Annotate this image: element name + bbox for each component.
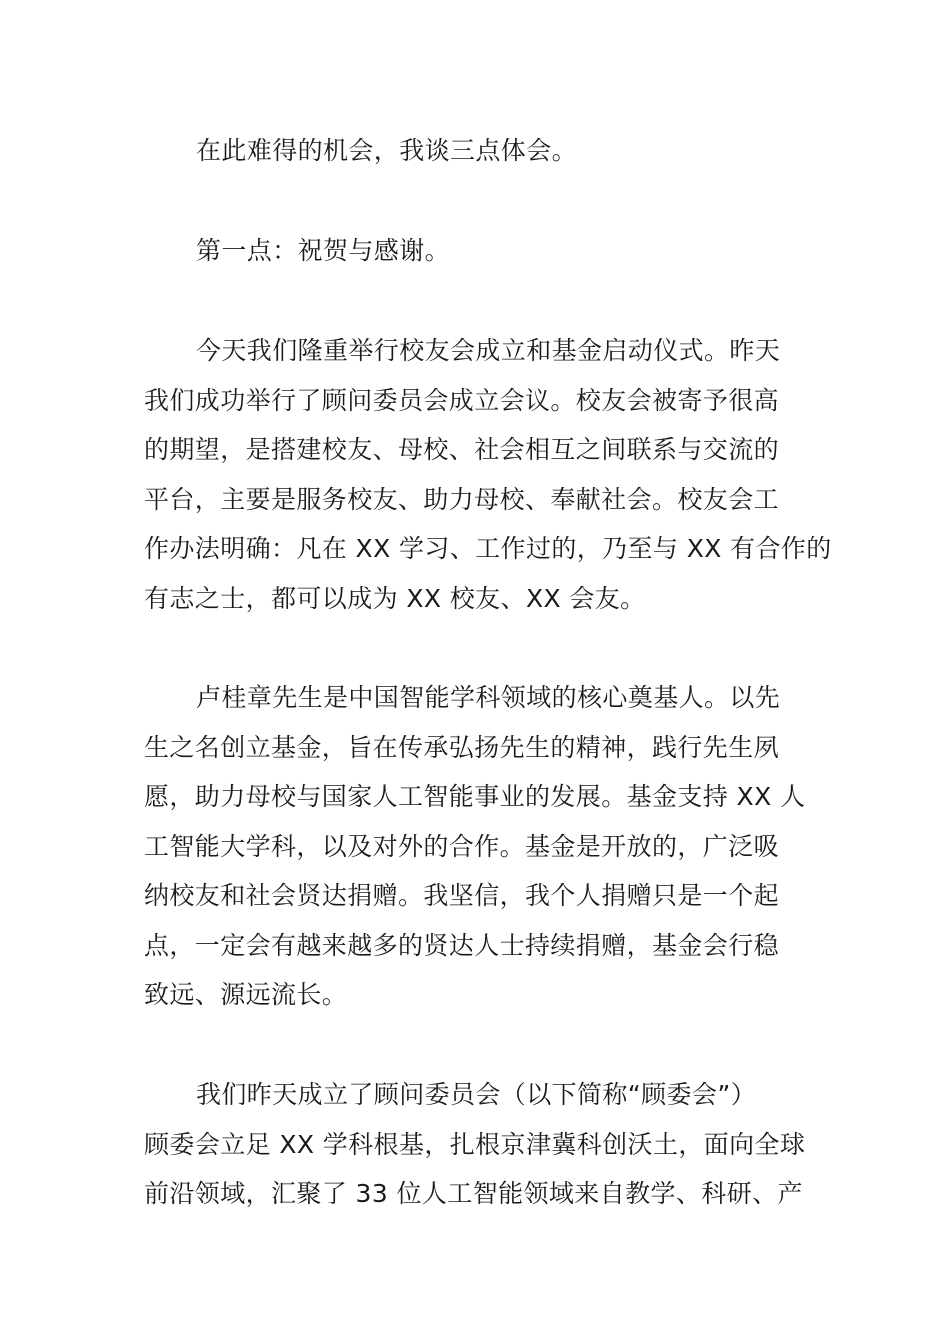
paragraph-line: 的期望，是搭建校友、母校、社会相互之间联系与交流的 — [144, 435, 780, 464]
paragraph-line: 愿，助力母校与国家人工智能事业的发展。基金支持 XX 人 — [144, 782, 806, 811]
paragraph-line: 纳校友和社会贤达捐赠。我坚信，我个人捐赠只是一个起 — [144, 881, 780, 910]
paragraph-line: 今天我们隆重举行校友会成立和基金启动仪式。昨天 — [196, 336, 781, 365]
paragraph-ceremony — [144, 326, 832, 623]
paragraph-line: 前沿领域，汇聚了 33 位人工智能领域来自教学、科研、产 — [144, 1179, 803, 1208]
paragraph-fund — [144, 673, 806, 1020]
paragraph-advisory-committee — [144, 1070, 806, 1219]
intro-line: 在此难得的机会，我谈三点体会。 — [196, 136, 578, 165]
point-heading — [144, 226, 806, 276]
paragraph-line: 点，一定会有越来越多的贤达人士持续捐赠，基金会行稳 — [144, 930, 780, 960]
paragraph-line: 致远、源远流长。 — [144, 980, 348, 1009]
point-heading-text: 第一点：祝贺与感谢。 — [196, 236, 451, 265]
paragraph-line: 工智能大学科，以及对外的合作。基金是开放的，广泛吸 — [144, 831, 780, 861]
paragraph-line: 有志之士，都可以成为 XX 校友、XX 会友。 — [144, 583, 646, 613]
paragraph-line: 作办法明确：凡在 XX 学习、工作过的，乃至与 XX 有合作的 — [144, 534, 832, 563]
paragraph-line: 生之名创立基金，旨在传承弘扬先生的精神，践行先生夙 — [144, 732, 780, 762]
paragraph-line: 平台，主要是服务校友、助力母校、奉献社会。校友会工 — [144, 484, 780, 514]
paragraph-line: 顾委会立足 XX 学科根基，扎根京津冀科创沃土，面向全球 — [144, 1129, 806, 1159]
paragraph-line: 我们昨天成立了顾问委员会（以下简称“顾委会”） — [196, 1080, 757, 1109]
intro-paragraph — [144, 126, 806, 176]
paragraph-line: 卢桂章先生是中国智能学科领域的核心奠基人。以先 — [196, 683, 781, 712]
paragraph-line: 我们成功举行了顾问委员会成立会议。校友会被寄予很高 — [144, 385, 780, 415]
